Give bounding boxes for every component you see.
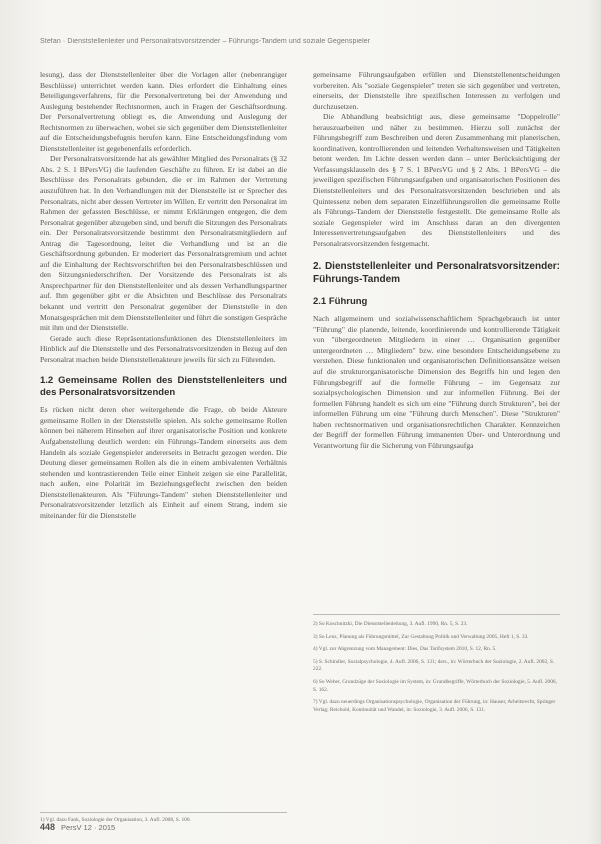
section-heading: 1.2 Gemeinsame Rollen des Dienststellenleiters und des Personalratsvorsitzenden bbox=[40, 375, 287, 399]
paragraph: Nach allgemeinem und sozialwissenschaftlichem Sprachgebrauch ist unter "Führung" die planende, leitende, koordinierende und kontrollierende Tätigkeit von "übergeordneten Mitgliedern in einer … Organisation gegenüber untergeordneten … Mitgliedern" bzw. eine besondere Entscheidungsebene zu verstehen. Diese funktionalen und organisatorischen Definitionsansätze weisen auf die strukturorganisatorische Dimension des Begriffs hin und legen den Führungsbegriff auf die formelle Führung – im Gegensatz zur sozialpsychologischen Dimension und zur informellen Führung. Bei der formellen Führung handelt es sich um eine "Führung durch Strukturen", bei der informellen Führung um eine "Führung durch Menschen". Diese "Strukturen" haben rechtsnormativen und organisationsrechtlichen Charakter. Kennzeichen der Begriff der formellen Führung immanenten Über- und Unterordnung und Verantwortung für die Sicherung von Führungsaufga bbox=[313, 314, 560, 450]
page-number: 448 bbox=[40, 822, 56, 832]
paragraph: Es rücken nicht deren eher weitergehende die Frage, ob beide Akteure gemeinsame Rollen in der Dienststelle spielen. Als solche gemeinsame Rollen können bei näherem Hinsehen auf ihrer organisatorische Position und konkrete Aufgabenstellung deutlich werden: ein Führungs-Tandem einerseits aus dem Handeln als soziale Gegenspieler andererseits in Betracht gezogen werden. Die Deutung dieser gemeinsamen Rollen als die in einem ambivalenten Verhältnis stehenden und kontrastierenden Teile einer Einheit zeigen sie eine Parallelität, nach außen, eine Polarität im Beziehungsgeflecht zwischen den beiden Dienststellenakteuren. Als "Führungs-Tandem" stehen Dienststellenleiter und Personalratsvorsitzender letztlich als Einheit auf einem Strang, indem sie miteinander für die Dienststelle bbox=[40, 405, 287, 520]
footnote: 4) Vgl. zur Abgrenzung vom Management: Dies, Das Tarifsystem 2010, S. 12, Rn. 5. bbox=[313, 646, 497, 653]
section-heading: 2.1 Führung bbox=[313, 296, 368, 308]
paragraph: gemeinsame Führungsaufgaben erfüllen und Dienststellenentscheidungen vorbereiten. Als "soziale Gegenspieler" treten sie sich gegenüber und vertreten, einerseits, der Dienststelle ihre spezifischen Interessen zu verfolgen und durchzusetzen. bbox=[313, 70, 560, 111]
footnote-left: 1) Vgl. dazu Fank, Soziologie der Organisation, 3. Aufl. 2008, S. 100. bbox=[40, 812, 287, 824]
left-column bbox=[40, 70, 287, 808]
running-head: Stefan · Dienststellenleiter und Personalratsvorsitzender – Führungs-Tandem und soziale Gegenspieler bbox=[40, 38, 371, 45]
chapter-heading: 2. Dienststellenleiter und Personalratsvorsitzender: Führungs-Tandem bbox=[313, 261, 560, 285]
paragraph: Die Abhandlung beabsichtigt aus, diese gemeinsame "Doppelrolle" herauszuarbeiten und näher zu bestimmen. Hierzu soll zunächst der Führungsbegriff zum Beschreiben und deren Zusammenhang mit planerischen, koordinativen, kontrollierenden und leitenden Verhaltensweisen und Tätigkeiten betont werden. Im Lichte dessen werden dann – unter Berücksichtigung der Verfassungsklauseln des § 7 S. 1 BPersVG und § 2 Abs. 1 BPersVG – die jeweiligen spezifischen Führungsaufgaben und organisatorischen Positionen des Dienststellenleiters und des Personalratsvorsitzenden beschrieben und als Quintessenz neben dem separaten Einzelführungsrollen die gemeinsame Rolle als Führungs-Tandem der Dienststelle festgestellt. Die gemeinsame Rolle als soziale Gegenspieler wird im Anschluss daran an den divergenten Interessenvertretungsaufgaben des Dienststellenleiters und des Personalratsvorsitzenden festgemacht. bbox=[313, 112, 560, 248]
paragraph: lesung), dass der Dienststellenleiter über die Vorlagen aller (nebenrangiger Beschlüsse) unterrichtet werden kann. Dies erfordert die Einhaltung eines Beteiligungsverfahrens, für die Personalvertretung bei der Anwendung und Auslegung bestehender Rechtsnormen, auch in Fragen der Geschäftsordnung. Der Personalvertretung obliegt es, die Anwendung und Auslegung der Rechtsnormen zu überwachen, wobei sie sich gegenüber dem Dienststellenleiter auf die Entscheidungsbefugnis berufen kann. Eine Entscheidungsfindung vom Dienststellenleiter ist gegebenenfalls erforderlich. bbox=[40, 70, 287, 153]
page-footer bbox=[40, 822, 115, 832]
footnote: 6) So Weber, Grundzüge der Soziologie im System, in: Grundbegriffe, Wörterbuch der Soziologie, 5. Aufl. 2006, S. 162. bbox=[313, 678, 557, 693]
paragraph: Der Personalratsvorsitzende hat als gewählter Mitglied des Personalrats (§ 32 Abs. 2 S. 1 BPersVG) die laufenden Geschäfte zu führen. Er ist dabei an die Beschlüsse des Personalrats gebunden, die er im Rahmen der Vertretung auszuführen hat. In den Verhandlungen mit der Dienststelle ist er Sprecher des Personalrats, nicht aber dessen Vertreter im Willen. Er vertritt den Personalrat im Rahmen der gefassten Beschlüsse, er nimmt Erklärungen entgegen, die dem Personalrat gegenüber abzugeben sind, und beruft die Sitzungen des Personalrats ein. Der Personalratsvorsitzende bestimmt den Personalratsmitgliedern auf Antrag die Tagesordnung, leitet die Verhandlung und ist an die Geschäftsordnung gebunden. Er moderiert das Personalratsgremium und achtet auf die Einhaltung der Rechtsvorschriften bei den Personalratsbeschlüssen und den Sitzungsniederschriften. Der Vorsitzende des Personalrats ist als Ansprechpartner für den Dienststellenleiter und als dessen Verhandlungspartner auf. Ihm gegenüber gibt er die Absichten und Beschlüsse des Personalrats bekannt und vertritt den Personalrat gegenüber der Dienststelle in den Monatsgesprächen mit dem Dienststellenleiter und führt die sonstigen Gespräche mit ihm und der Dienststelle. bbox=[40, 154, 287, 333]
footnote: 7) Vgl. dazu neuerdings Organisationspsychologie, Organisation der Führung, in: Hauser, Arbeitsrecht, Springer Verlag; Reichold, Kontinuität und Wandel, in: Soziologie, 3. Aufl. 2006, S. 131. bbox=[313, 699, 556, 713]
paragraph: Gerade auch diese Repräsentationsfunktionen des Dienststellenleiters im Hinblick auf die Dienststelle und des Personalratsvorsitzenden in Bezug auf den Personalrat machen beide Dienststellenakteure jeweils für sich zu Führenden. bbox=[40, 333, 287, 364]
footnotes bbox=[313, 614, 560, 719]
page-edge-shadow bbox=[587, 0, 601, 844]
footnote: 3) So Lenz, Planung als Führungsmittel, Zur Gestaltung Politik und Verwaltung 2005, Heft 1, S. 33. bbox=[313, 633, 529, 640]
footnote: 5) S. Schindler, Sozialpsychologie, 4. Aufl. 2006, S. 131; ders., in: Wörterbuch der Soziologie, 2. Aufl. 2002, S. 222. bbox=[313, 658, 555, 673]
issue-label: PersV 12 · 2015 bbox=[61, 823, 116, 832]
footnote: 2) So Koschnitzki, Die Dienststellenleitung, 3. Aufl. 1990, Rn. 5, S. 23. bbox=[313, 621, 468, 627]
